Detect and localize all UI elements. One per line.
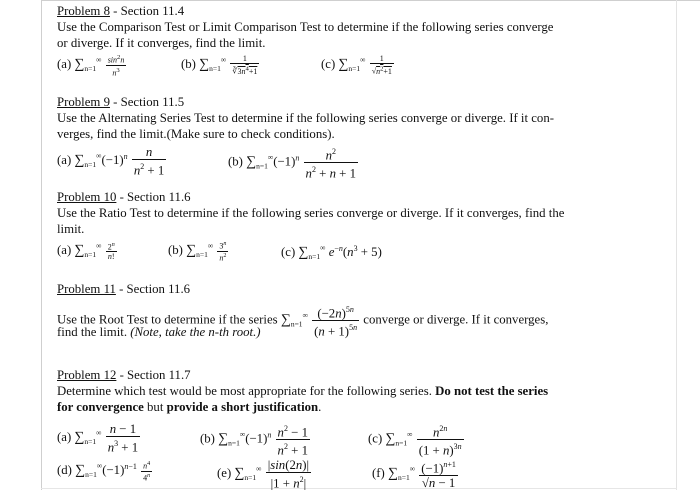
problem-10-section: - Section 11.6 — [116, 190, 191, 204]
problem-11-tail: converge or diverge. If it converges, — [363, 312, 549, 327]
problem-12-line1-bold: Do not test the series — [435, 384, 549, 398]
problem-10-title: Problem 10 — [57, 190, 117, 204]
problem-12-series-c: (c) $\sum_{n=1}^\infty$ $\frac{n^{2n}}{(1 + n)^{3n}}$ — [368, 424, 462, 458]
problem-9-label-a: (a) — [57, 153, 72, 168]
problem-12-instructions-1 — [57, 384, 548, 399]
page-border-bottom — [41, 488, 677, 489]
problem-12-bold-1: for convergence — [57, 400, 144, 414]
problem-9-heading — [57, 95, 184, 110]
problem-8-series-c: (c) $\sum_{n=1}^\infty$ $\frac{1}{√n^2+1}$ — [321, 54, 392, 76]
problem-11-title: Problem 11 — [57, 282, 116, 296]
problem-10-heading — [57, 190, 191, 205]
problem-12-section: - Section 11.7 — [116, 368, 191, 382]
problem-10-instructions-1: Use the Ratio Test to determine if the following series converge or diverge. If it converges, find the — [57, 206, 565, 220]
problem-12-line1: Determine which test would be most appropriate for the following series. — [57, 384, 432, 398]
problem-8-instructions-1: Use the Comparison Test or Limit Comparison Test to determine if the following series converge — [57, 20, 554, 34]
problem-9-series-b: (b) $\sum_{n=1}^\infty(-1)^n$ $\frac{n^2}{n^2 + n + 1}$ — [228, 147, 356, 181]
problem-8-series-b: (b) $\sum_{n=1}^\infty$ $\frac{1}{∛3n^4+1}$ — [181, 54, 258, 76]
problem-11-note: (Note, take the n-th root.) — [130, 325, 261, 339]
problem-11-instructions-1: Use the Root Test to determine if the series $\sum_{n=1}^\infty$ $\frac{(-2n)^{5n}}{(n + 1)^{5n}}$ converge or diverge. If it converges, — [57, 305, 549, 339]
problem-11-lead: Use the Root Test to determine if the series — [57, 312, 278, 327]
problem-8-series-a: (a) $\sum_{n=1}^\infty$ $\frac{\sin^2n}{n^3}$ — [57, 53, 125, 78]
problem-10-label-b: (b) — [168, 243, 183, 257]
problem-12-bold-2: provide a short justification — [166, 400, 319, 414]
problem-9-label-b: (b) — [228, 154, 243, 169]
page-border-right — [676, 0, 677, 490]
problem-12-heading — [57, 368, 191, 383]
problem-12-title: Problem 12 — [57, 368, 117, 382]
problem-12-series-f: (f) $\sum_{n=1}^\infty$ $\frac{(-1)^{n+1}}{√n - 1}$ — [372, 460, 456, 490]
problem-12-instructions-2 — [57, 400, 321, 415]
page-border-left — [41, 0, 42, 490]
problem-8-title: Problem 8 — [57, 4, 110, 18]
problem-12-label-a: (a) — [57, 430, 72, 445]
problem-12-end: . — [318, 400, 322, 414]
problem-12-label-f: (f) — [372, 466, 385, 481]
problem-8-label-b: (b) — [181, 57, 196, 71]
problem-10-series-c: (c) $\sum_{n=1}^\infty$ $e^{-n}(n^3 + 5)$ — [281, 243, 382, 261]
problem-11-line2: find the limit. — [57, 325, 128, 339]
problem-9-series-a: (a) $\sum_{n=1}^\infty(-1)^n$ $\frac{n}{n^2 + 1}$ — [57, 145, 165, 178]
problem-12-series-b: (b) $\sum_{n=1}^\infty(-1)^n$ $\frac{n^2 - 1}{n^2 + 1}$ — [200, 424, 308, 458]
problem-12-label-d: (d) — [57, 463, 72, 477]
problem-10-label-a: (a) — [57, 243, 72, 257]
problem-10-series-a: (a) $\sum_{n=1}^\infty$ $\frac{2^n}{n!}$ — [57, 241, 115, 262]
problem-10-instructions-2: limit. — [57, 222, 85, 236]
problem-12-series-d: (d) $\sum_{n=1}^\infty(-1)^{n-1}$ $\frac{n^4}{4^n}$ — [57, 460, 151, 483]
problem-10-series-b: (b) $\sum_{n=1}^\infty$ $\frac{3^n}{n^2}$ — [168, 240, 227, 263]
problem-9-section: - Section 11.5 — [109, 95, 185, 109]
problem-8-label-a: (a) — [57, 57, 72, 71]
problem-12-series-e: (e) $\sum_{n=1}^\infty$ $\frac{|\sin(2n)|}{|1 + n^2|}$ — [217, 458, 310, 490]
problem-10-label-c: (c) — [281, 245, 296, 259]
problem-12-series-a: (a) $\sum_{n=1}^\infty$ $\frac{n - 1}{n^3 + 1}$ — [57, 422, 139, 455]
problem-12-label-e: (e) — [217, 466, 232, 481]
problem-8-instructions-2: or diverge. If it converges, find the limit. — [57, 36, 266, 50]
problem-11-heading — [57, 282, 190, 297]
problem-12-label-c: (c) — [368, 431, 383, 446]
problem-12-mid: but — [143, 400, 167, 414]
problem-11-instructions-2 — [57, 325, 261, 340]
problem-11-section: - Section 11.6 — [115, 282, 191, 296]
problem-9-instructions-2: verges, find the limit.(Make sure to check conditions). — [57, 127, 335, 141]
problem-8-label-c: (c) — [321, 57, 336, 71]
problem-12-label-b: (b) — [200, 431, 215, 446]
problem-9-instructions-1: Use the Alternating Series Test to determine if the following series converge or diverge. If it con- — [57, 111, 554, 125]
page-border-top — [41, 0, 700, 1]
problem-8-section: - Section 11.4 — [109, 4, 185, 18]
problem-8-heading — [57, 4, 184, 19]
problem-9-title: Problem 9 — [57, 95, 110, 109]
